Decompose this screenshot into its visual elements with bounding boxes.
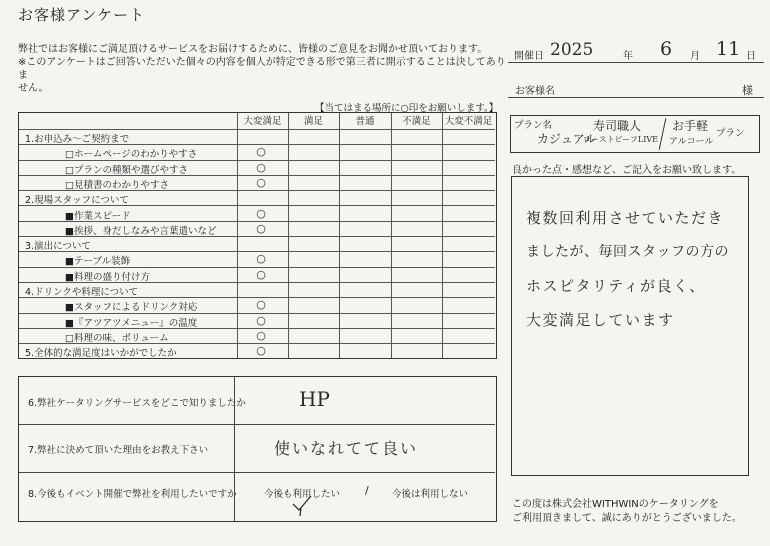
legend-note: 【当てはまる場所に○印をお願いします。】 bbox=[315, 103, 499, 114]
survey-item-label: ■『アツアツメニュー』の温度 bbox=[65, 317, 198, 329]
date-month-value: 6 bbox=[660, 38, 673, 60]
survey-item-label: ■作業スピード bbox=[65, 210, 131, 222]
intro-line: ※このアンケートはご回答いただいた個々の内容を個人が特定できる形で第三者に開示することは決してありま bbox=[18, 57, 506, 81]
comment-line: 複数回利用させていただき bbox=[526, 209, 725, 227]
section-label: 5.全体的な満足度はいかがでしたか bbox=[25, 348, 177, 360]
rating-mark: ○ bbox=[256, 298, 266, 312]
rating-mark: ○ bbox=[256, 221, 266, 235]
section-row bbox=[19, 344, 495, 359]
comment-line: ホスピタリティが良く、 bbox=[526, 277, 706, 295]
header-very-unsatisfied: 大変不満足 bbox=[444, 116, 493, 127]
option-separator: / bbox=[365, 484, 369, 497]
comment-label: 良かった点・感想など、ご記入をお願い致します。 bbox=[512, 165, 742, 176]
question-row bbox=[19, 472, 495, 520]
date-label: 開催日 bbox=[514, 51, 544, 62]
thank-you-line: ご利用頂きまして、誠にありがとうございました。 bbox=[512, 513, 742, 524]
rating-mark: ○ bbox=[256, 328, 266, 342]
comment-box bbox=[511, 176, 749, 476]
column-divider bbox=[442, 113, 443, 358]
plan-option: アルコール bbox=[669, 137, 714, 147]
survey-item-row bbox=[19, 161, 495, 176]
rating-mark: ○ bbox=[256, 344, 266, 358]
survey-item-row bbox=[19, 314, 495, 329]
column-divider bbox=[339, 113, 340, 358]
rating-mark: ○ bbox=[256, 160, 266, 174]
option-continue-use: 今後も利用したい bbox=[264, 489, 341, 500]
survey-item-label: ■挨拶、身だしなみや言葉遣いなど bbox=[65, 225, 217, 237]
thank-you-line: この度は株式会社WITHWINのケータリングを bbox=[512, 499, 719, 510]
plan-suffix: プラン bbox=[716, 128, 745, 139]
section-row bbox=[19, 237, 495, 252]
survey-item-row bbox=[19, 268, 495, 283]
rating-mark: ○ bbox=[256, 267, 266, 281]
intro-text bbox=[18, 43, 508, 95]
survey-item-row bbox=[19, 207, 495, 222]
rating-mark: ○ bbox=[256, 252, 266, 266]
section-label: 4.ドリンクや料理について bbox=[25, 287, 139, 298]
check-mark bbox=[289, 494, 315, 518]
plan-box bbox=[510, 115, 760, 153]
column-divider bbox=[288, 113, 289, 358]
question-label: 7.弊社に決めて頂いた理由をお教え下さい bbox=[28, 445, 209, 456]
question-row bbox=[19, 377, 495, 425]
date-year-value: 2025 bbox=[550, 40, 594, 60]
question-answer: 使いなれてて良い bbox=[274, 439, 419, 458]
intro-line: せん。 bbox=[18, 83, 49, 94]
survey-item-label: □料理の味、ボリューム bbox=[65, 332, 169, 344]
header-very-satisfied: 大変満足 bbox=[243, 116, 282, 127]
survey-item-label: □見積書のわかりやすさ bbox=[65, 179, 169, 191]
question-label: 6.弊社ケータリングサービスをどこで知りましたか bbox=[28, 398, 246, 409]
satisfaction-table bbox=[18, 112, 497, 359]
rating-mark: ○ bbox=[256, 206, 266, 220]
survey-item-label: ■テーブル装飾 bbox=[65, 256, 131, 268]
plan-option: カジュアル bbox=[537, 132, 597, 146]
section-label: 3.演出について bbox=[25, 241, 91, 253]
column-divider bbox=[234, 377, 235, 521]
survey-item-row bbox=[19, 222, 495, 237]
rating-mark: ○ bbox=[256, 145, 266, 159]
column-divider bbox=[237, 113, 238, 358]
survey-item-label: ■スタッフによるドリンク対応 bbox=[65, 302, 198, 314]
date-underline bbox=[508, 62, 764, 63]
survey-item-row bbox=[19, 176, 495, 191]
page-title: お客様アンケート bbox=[18, 6, 146, 24]
survey-item-row bbox=[19, 298, 495, 313]
survey-item-row bbox=[19, 329, 495, 344]
rating-mark: ○ bbox=[256, 313, 266, 327]
survey-item-row bbox=[19, 145, 495, 160]
question-label: 8.今後もイベント開催で弊社を利用したいですか bbox=[28, 489, 237, 500]
date-day-label: 日 bbox=[746, 51, 756, 62]
header-neutral: 普通 bbox=[355, 116, 375, 127]
survey-item-label: ■料理の盛り付け方 bbox=[65, 271, 150, 283]
survey-item-label: □プランの種類や選びやすさ bbox=[65, 164, 188, 176]
intro-line: 弊社ではお客様にご満足頂けるサービスをお届けするために、皆様のご意見をお聞かせ頂いております。 bbox=[18, 44, 488, 55]
customer-name-underline bbox=[508, 97, 764, 98]
question-row bbox=[19, 424, 495, 473]
option-no-use: 今後は利用しない bbox=[392, 489, 469, 500]
header-satisfied: 満足 bbox=[303, 116, 323, 127]
customer-name-label: お客様名 bbox=[515, 86, 555, 97]
date-month-label: 月 bbox=[690, 51, 700, 62]
customer-name-suffix: 様 bbox=[742, 84, 753, 97]
section-row bbox=[19, 283, 495, 298]
plan-option: 寿司職人 bbox=[593, 119, 642, 133]
plan-divider bbox=[659, 118, 667, 150]
column-divider bbox=[391, 113, 392, 358]
question-table bbox=[18, 376, 497, 522]
thank-you-message bbox=[512, 498, 762, 526]
header-unsatisfied: 不満足 bbox=[402, 116, 431, 127]
plan-option: ローストビーフLIVE bbox=[583, 135, 658, 144]
comment-line: 大変満足しています bbox=[526, 311, 675, 329]
section-label: 1.お申込み～ご契約まで bbox=[25, 134, 130, 145]
section-row bbox=[19, 130, 495, 145]
date-year-label: 年 bbox=[623, 51, 633, 62]
table-header-row bbox=[19, 113, 495, 130]
survey-item-row bbox=[19, 252, 495, 267]
section-row bbox=[19, 191, 495, 206]
plan-option: お手軽 bbox=[672, 119, 709, 133]
comment-line: ましたが、毎回スタッフの方の bbox=[526, 244, 729, 260]
plan-label: プラン名 bbox=[514, 120, 553, 131]
survey-item-label: □ホームページのわかりやすさ bbox=[65, 149, 198, 161]
section-label: 2.現場スタッフについて bbox=[25, 195, 129, 207]
date-day-value: 11 bbox=[716, 38, 741, 60]
question-answer: HP bbox=[299, 387, 330, 411]
rating-mark: ○ bbox=[256, 175, 266, 189]
